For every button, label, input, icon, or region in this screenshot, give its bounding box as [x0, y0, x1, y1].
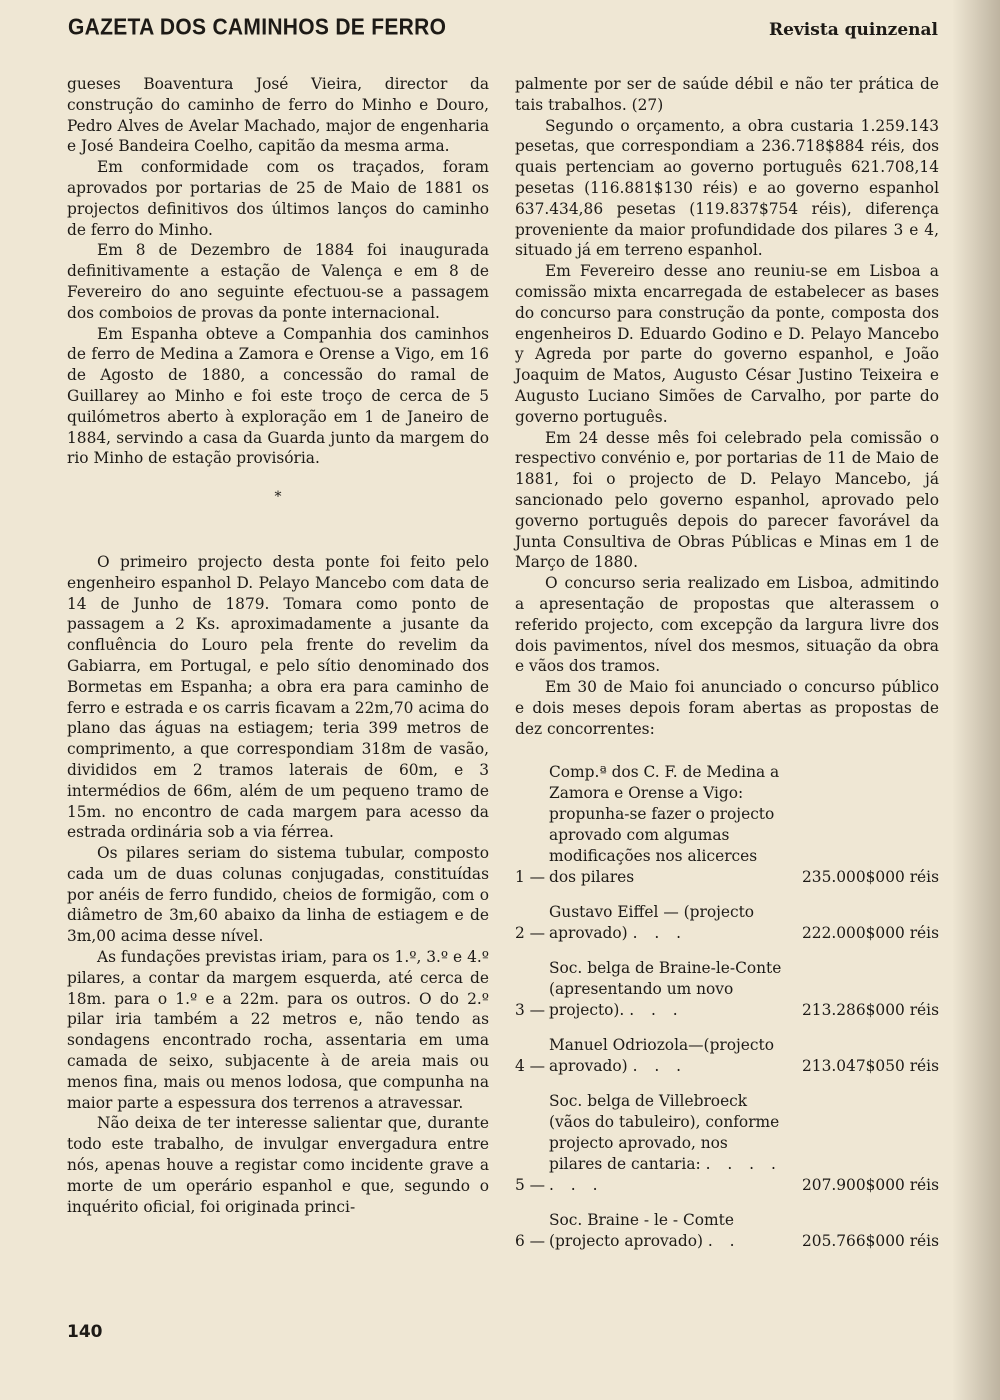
paragraph: As fundações previstas iriam, para os 1.º, 3.º e 4.º pilares, a contar da margem esquerda, até cerca de 18m. para o 1.º e a 22m. para os outros. O do 2.º pilar iria também a 22 metros e, não tendo as sondagens encontrado rocha, assentaria em uma camada de seixo, subjacente à de areia mais ou menos fina, mais ou menos lodosa, que compunha na maior parte a espessura dos terrenos a atravessar. [67, 948, 489, 1112]
entry-number: 2 — [515, 923, 546, 942]
entry-text-body: Manuel Odriozola—(projecto aprovado) [549, 1035, 774, 1075]
paragraph: Segundo o orçamento, a obra custaria 1.259.143 pesetas, que correspondiam a 236.718$884 réis, dos quais pertenciam ao governo português 621.708,14 pesetas (116.881$130 réis) e ao governo espanhol 637.434,86 pesetas (119.837$754 réis), diferença proveniente da maior profundidade dos pilares 3 e 4, situado já em terreno espanhol. [515, 116, 939, 260]
dot-leader: . . . [629, 1000, 684, 1019]
entry-number: 6 — [515, 1231, 546, 1250]
paragraph: palmente por ser de saúde débil e não ter prática de tais trabalhos. (27) [515, 75, 939, 114]
paragraph: Os pilares seriam do sistema tubular, composto cada um de duas colunas conjugadas, constituídas por anéis de ferro fundido, cheios de formigão, com o diâmetro de 3m,60 abaixo da linha de estiagem e de 3m,00 acima desse nível. [67, 844, 489, 946]
list-item [515, 1035, 939, 1077]
entry-text [549, 1091, 785, 1196]
proposals-list [515, 762, 939, 1252]
entry-text [549, 1035, 785, 1077]
paragraph: Em 24 desse mês foi celebrado pela comissão o respectivo convénio e, por portarias de 11 de Maio de 1881, foi o projecto de D. Pelayo Mancebo, já sancionado pelo governo espanhol, aprovado pelo governo português depois do parecer favorável da Junta Consultiva de Obras Públicas e Minas em 1 de Março de 1880. [515, 428, 939, 572]
journal-title: GAZETA DOS CAMINHOS DE FERRO [68, 15, 447, 40]
entry-number: 5 — [515, 1175, 546, 1194]
right-column [515, 74, 939, 1266]
list-item [515, 762, 939, 888]
dot-leader: . . [707, 1231, 741, 1250]
entry-value: 222.000$000 réis [802, 923, 939, 942]
entry-text: Comp.ª dos C. F. de Medina a Zamora e Orense a Vigo: propunha-se fazer o projecto aprovado com algumas modificações nos alicerces dos pilares [549, 762, 780, 886]
section-separator: * [274, 489, 282, 506]
paragraph: O primeiro projecto desta ponte foi feito pelo engenheiro espanhol D. Pelayo Mancebo com data de 14 de Junho de 1879. Tomara como ponto de passagem a 2 Ks. aproximadamente a jusante da confluência do Louro pela frente do revelim da Gabiarra, em Portugal, e pelo sítio denominado dos Bormetas em Espanha; a obra era para caminho de ferro e estrada e os carris ficavam a 22m,70 acima do plano das águas na estiagem; teria 399 metros de comprimento, a que correspondiam 318m de vasão, divididos em 2 tramos laterais de 60m, e 3 intermédios de 66m, além de um pequeno tramo de 15m. no encontro de cada margem para acesso da estrada ordinária sob a via férrea. [67, 552, 489, 842]
entry-text-body: Soc. belga de Villebroeck (vãos do tabuleiro), conforme projecto aprovado, nos pilares de cantaria: [549, 1091, 780, 1173]
paragraph: Em 30 de Maio foi anunciado o concurso público e dois meses depois foram abertas as propostas de dez concorrentes: [515, 678, 939, 738]
entry-number: 4 — [515, 1056, 546, 1075]
paragraph: Em Espanha obteve a Companhia dos caminhos de ferro de Medina a Zamora e Orense a Vigo, em 16 de Agosto de 1880, a concessão do ramal de Guillarey ao Minho e foi este troço de cerca de 5 quilómetros aberto à exploração em 1 de Janeiro de 1884, servindo a casa da Guarda junto da margem do rio Minho de estação provisória. [67, 324, 489, 468]
paragraph: Em Fevereiro desse ano reuniu-se em Lisboa a comissão mixta encarregada de estabelecer as bases do concurso para construção da ponte, composta dos engenheiros D. Eduardo Godino e D. Pelayo Mancebo y Agreda por parte do governo espanhol, e João Joaquim de Matos, Augusto César Justino Teixeira e Augusto Luciano Simões de Carvalho, por parte do governo português. [515, 262, 939, 426]
list-item [515, 902, 939, 944]
list-item [515, 1091, 939, 1196]
list-item [515, 958, 939, 1021]
running-header [68, 6, 938, 40]
entry-text-body: Soc. Braine - le - Comte (projecto aprovado) [549, 1210, 734, 1250]
paragraph: O concurso seria realizado em Lisboa, admitindo a apresentação de propostas que alterassem o referido projecto, com excepção da largura livre dos dois pavimentos, nível dos mesmos, situação da obra e vãos dos tramos. [515, 574, 939, 676]
entry-text-body: Gustavo Eiffel — (projecto aprovado) [549, 902, 755, 942]
dot-leader: . . . . . . . [549, 1154, 782, 1194]
entry-text [549, 958, 785, 1021]
paragraph: Em conformidade com os traçados, foram aprovados por portarias de 25 de Maio de 1881 os projectos definitivos dos últimos lanços do caminho de ferro do Minho. [67, 158, 489, 239]
page-number: 140 [67, 1322, 103, 1342]
left-column [67, 74, 489, 1217]
page-shadow-edge [952, 0, 1000, 1400]
entry-value: 213.047$050 réis [802, 1056, 939, 1075]
issue-label: Revista quinzenal [768, 20, 938, 40]
entry-text [549, 902, 785, 944]
entry-value: 207.900$000 réis [802, 1175, 939, 1194]
entry-number: 3 — [515, 1000, 546, 1019]
entry-number: 1 — [515, 867, 546, 886]
paragraph: gueses Boaventura José Vieira, director da construção do caminho de ferro do Minho e Douro, Pedro Alves de Avelar Machado, major de engenharia e José Bandeira Coelho, capitão da mesma arma. [67, 75, 489, 156]
dot-leader: . . . [632, 923, 688, 942]
entry-text [549, 1210, 785, 1252]
entry-text-body: Soc. belga de Braine-le-Conte (apresentando um novo projecto). [549, 958, 782, 1019]
dot-leader: . . . [632, 1056, 688, 1075]
entry-value: 235.000$000 réis [802, 867, 939, 886]
entry-value: 213.286$000 réis [802, 1000, 939, 1019]
paragraph: Não deixa de ter interesse salientar que, durante todo este trabalho, de invulgar envergadura entre nós, apenas houve a registar como incidente grave a morte de um operário espanhol e que, segundo o inquérito oficial, foi originada princi- [67, 1114, 489, 1216]
paragraph: Em 8 de Dezembro de 1884 foi inaugurada definitivamente a estação de Valença e em 8 de Fevereiro do ano seguinte efectuou-se a passagem dos comboios de provas da ponte internacional. [67, 241, 489, 322]
entry-value: 205.766$000 réis [802, 1231, 939, 1250]
list-item [515, 1210, 939, 1252]
